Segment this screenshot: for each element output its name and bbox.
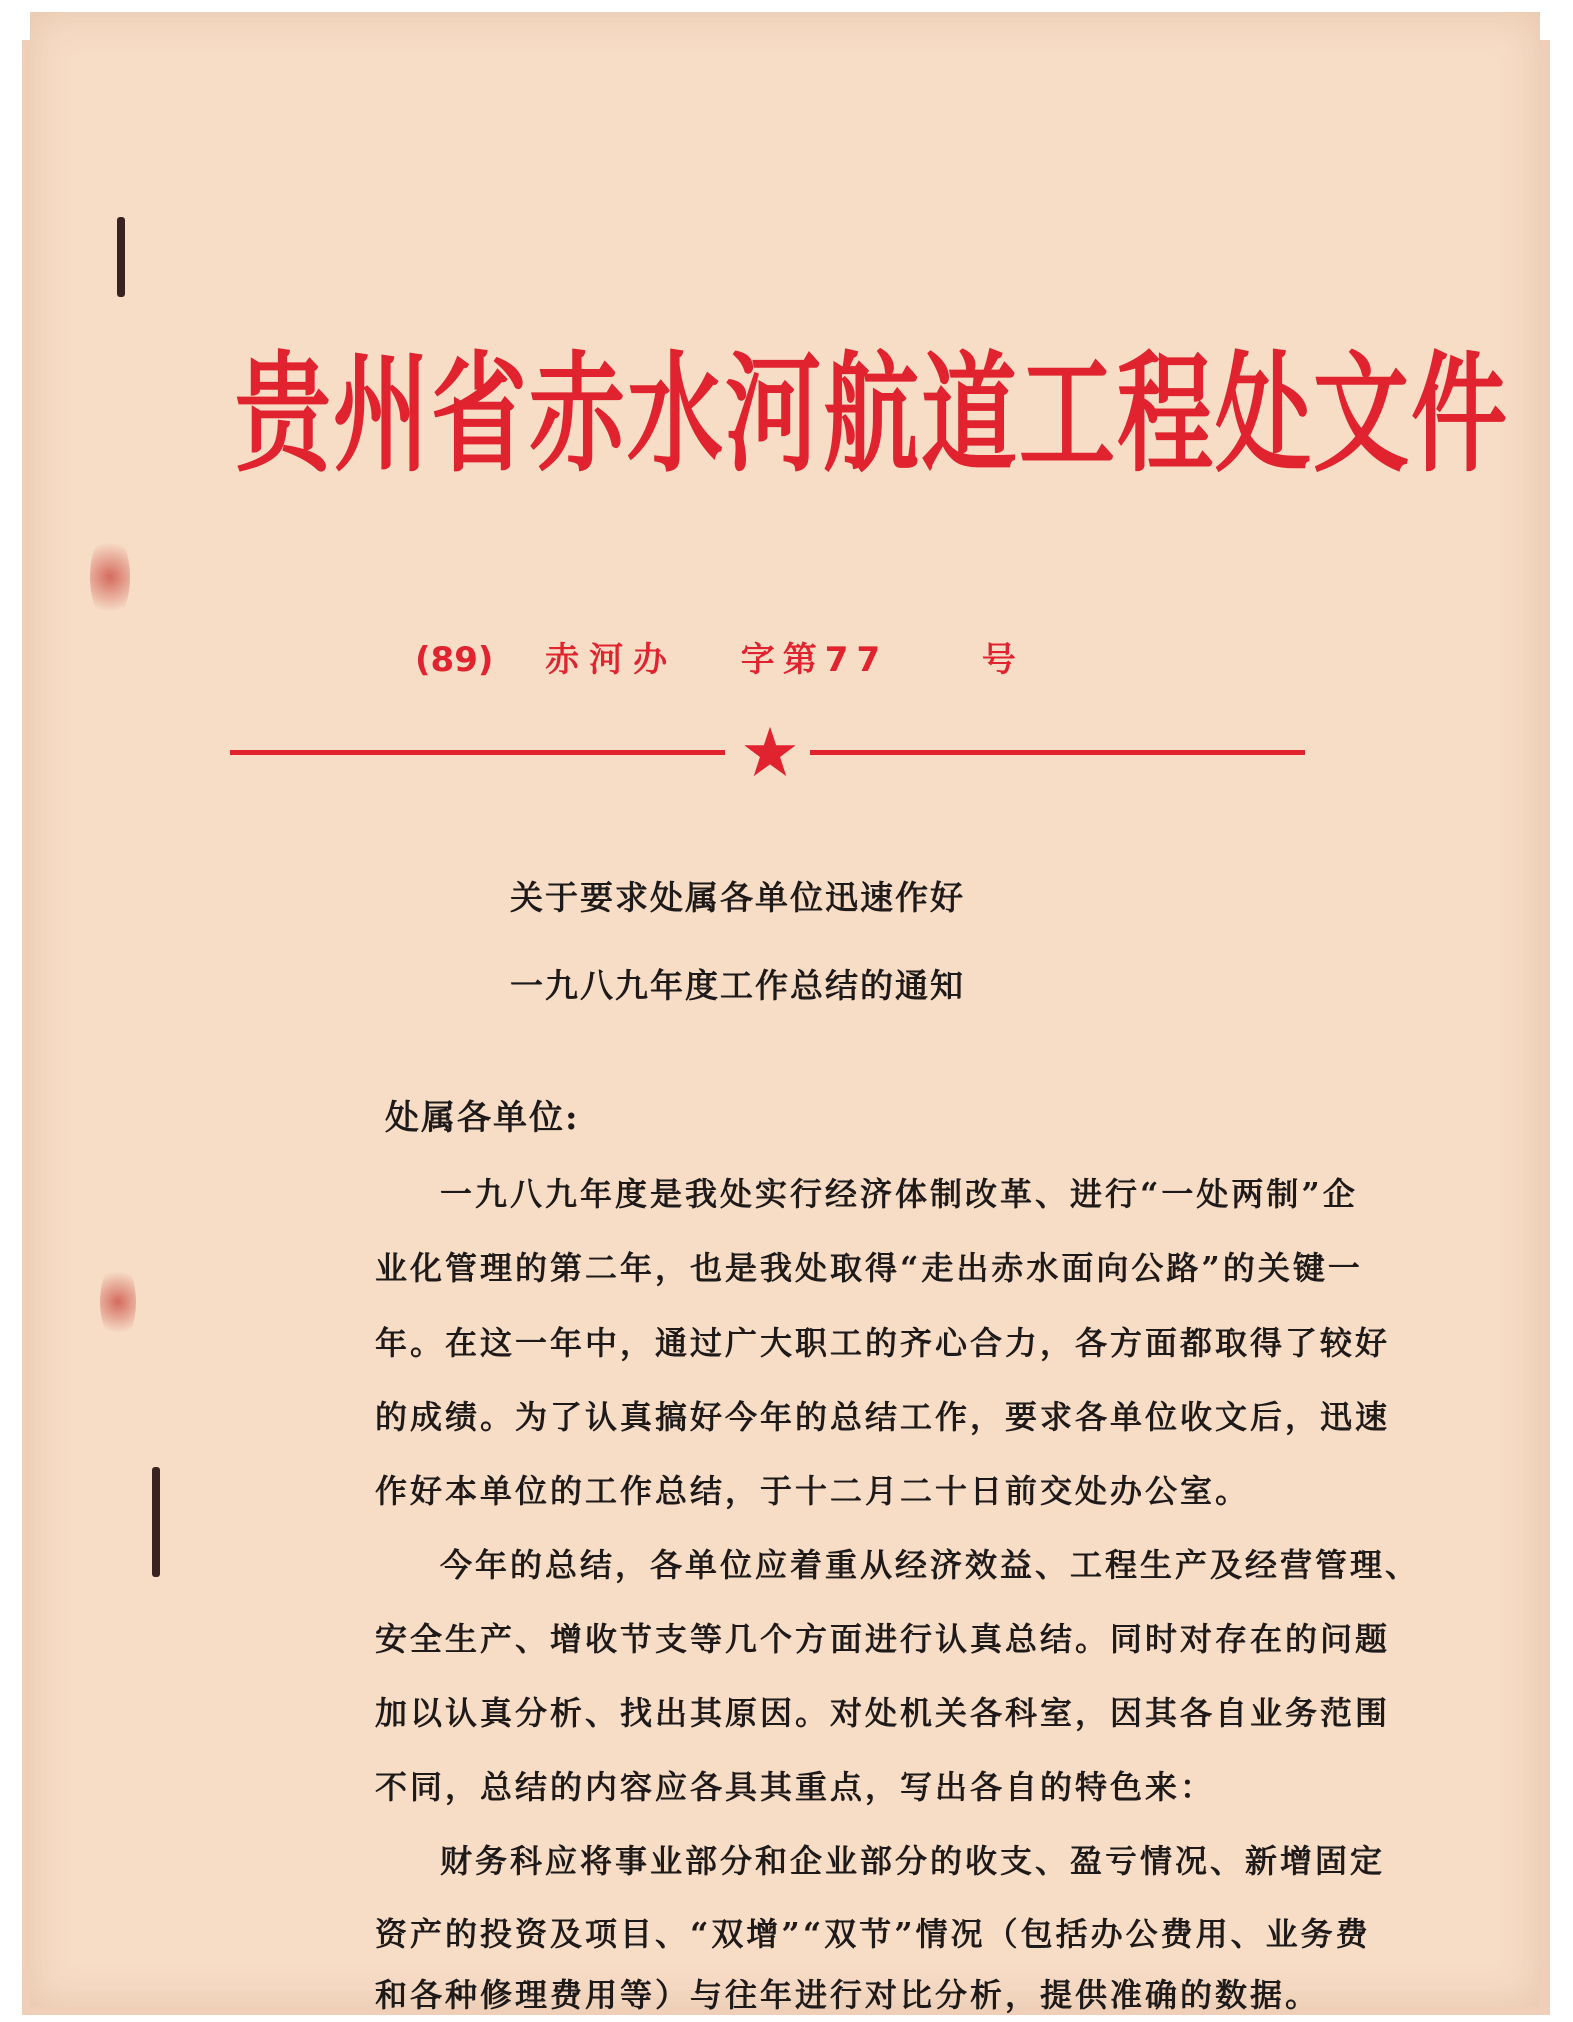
- rust-mark: [100, 1262, 136, 1342]
- body-line: 财务科应将事业部分和企业部分的收支、盈亏情况、新增固定: [440, 1842, 1386, 1880]
- body-line: 安全生产、增收节支等几个方面进行认真总结。同时对存在的问题: [375, 1620, 1391, 1658]
- doc-series: 字第77: [740, 640, 889, 680]
- rust-mark: [90, 532, 130, 622]
- body-line: 的成绩。为了认真搞好今年的总结工作，要求各单位收文后，迅速: [375, 1398, 1391, 1436]
- document-number: [415, 632, 1016, 681]
- body-line: 一九八九年度是我处实行经济体制改革、进行“一处两制”企: [440, 1175, 1358, 1213]
- star-icon: [742, 724, 798, 780]
- body-line: 业化管理的第二年，也是我处取得“走出赤水面向公路”的关键一: [375, 1249, 1363, 1287]
- staple-bottom: [152, 1467, 160, 1577]
- divider-line-left: [230, 750, 725, 755]
- notice-title-line-2: 一九八九年度工作总结的通知: [510, 966, 965, 1005]
- doc-year: (89): [415, 640, 494, 680]
- salutation: 处属各单位:: [385, 1098, 580, 1138]
- body-line: 资产的投资及项目、“双增”“双节”情况（包括办公费用、业务费: [375, 1915, 1371, 1953]
- body-line: 作好本单位的工作总结，于十二月二十日前交处办公室。: [375, 1472, 1251, 1510]
- notice-title-line-1: 关于要求处属各单位迅速作好: [510, 878, 965, 917]
- body-line: 加以认真分析、找出其原因。对处机关各科室，因其各自业务范围: [375, 1694, 1391, 1732]
- document-page: [30, 12, 1540, 2014]
- body-line: 和各种修理费用等）与往年进行对比分析，提供准确的数据。: [375, 1976, 1321, 2014]
- body-line: 不同，总结的内容应各具其重点，写出各自的特色来：: [375, 1768, 1216, 1806]
- document-masthead: 贵州省赤水河航道工程处文件: [235, 339, 1509, 491]
- divider-line-right: [810, 750, 1305, 755]
- doc-issuer: 赤河办: [545, 640, 678, 680]
- doc-suffix: 号: [981, 640, 1016, 680]
- staple-top: [117, 217, 125, 297]
- body-line: 年。在这一年中，通过广大职工的齐心合力，各方面都取得了较好: [375, 1324, 1391, 1362]
- body-line: 今年的总结，各单位应着重从经济效益、工程生产及经营管理、: [440, 1546, 1421, 1584]
